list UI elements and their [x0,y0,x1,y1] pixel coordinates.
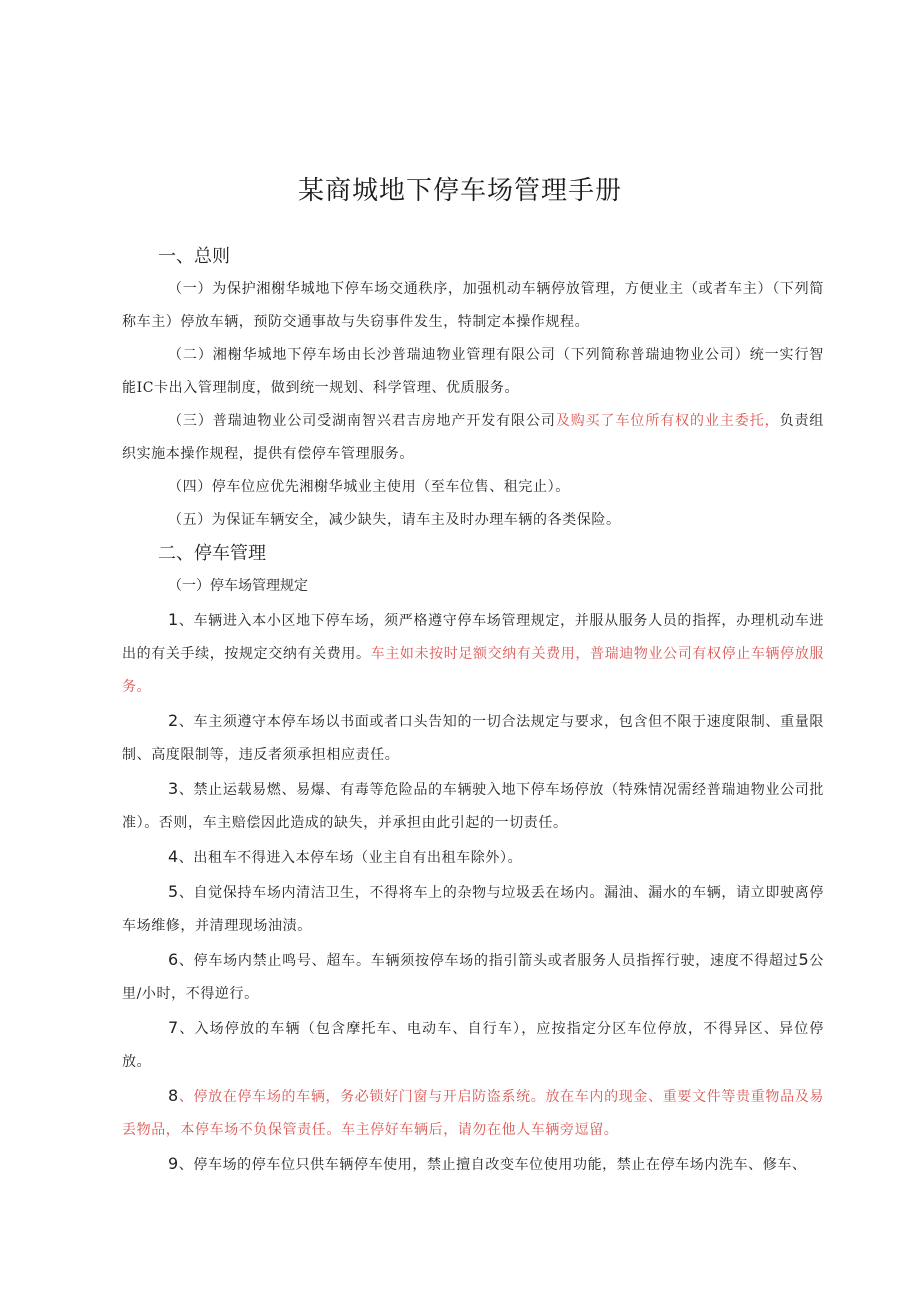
rule-text: 、车辆进入本小区地下停车场，须严格遵守停车场管理规定，并服从服务人员的指挥，办理机动车进出的有关手续，按规定交纳有关费用。 [122,613,824,662]
rule-item-1 [122,603,824,704]
rule-text: 、禁止运载易燃、易爆、有毒等危险品的车辆驶入地下停车场停放（特殊情况需经普瑞迪物业公司批准）。否则，车主赔偿因此造成的缺失，并承担由此引起的一切责任。 [122,782,824,831]
paragraph-3-text-b: 负责组织实施本操作规程，提供有偿停车管理服务。 [122,413,824,462]
rule-text-continued: 公里/小时，不得逆行。 [122,953,824,1002]
rule-number: 7 [168,1018,179,1037]
rule-text: 、入场停放的车辆（包含摩托车、电动车、自行车），应按指定分区车位停放，不得异区、异位停放。 [122,1021,824,1070]
rule-text: 、出租车不得进入本停车场（业主自有出租车除外）。 [178,850,523,866]
document-title: 某商城地下停车场管理手册 [297,176,622,206]
paragraph-3-text-a: （三）普瑞迪物业公司受湖南智兴君吉房地产开发有限公司 [168,413,556,429]
paragraph-5: （五）为保证车辆安全，减少缺失，请车主及时办理车辆的各类保险。 [168,512,621,528]
speed-limit-value: 5 [798,950,810,969]
rule-item-4 [122,840,824,875]
rule-number: 9 [168,1154,179,1173]
rule-number: 1 [168,610,179,629]
rule-item-5 [122,875,824,943]
rule-item-9 [122,1147,824,1182]
rule-item-6 [122,943,824,1011]
rule-item-8 [122,1079,824,1147]
paragraph-3 [122,405,824,471]
rule-item-2 [122,704,824,772]
rule-number: 8 [168,1086,179,1105]
rule-number: 2 [168,711,179,730]
rule-item-7 [122,1011,824,1079]
paragraph-1: （一）为保护湘榭华城地下停车场交通秩序，加强机动车辆停放管理，方便业主（或者车主）（下列简称车主）停放车辆，预防交通事故与失窃事件发生，特制定本操作规程。 [122,281,824,330]
rule-item-3 [122,772,824,840]
rule-text: 、车主须遵守本停车场以书面或者口头告知的一切合法规定与要求，包含但不限于速度限制、重量限制、高度限制等，违反者须承担相应责任。 [122,714,824,763]
rule-number: 4 [168,847,179,866]
rule-text: 、停车场的停车位只供车辆停车使用，禁止擅自改变车位使用功能，禁止在停车场内洗车、修车、 [178,1157,807,1173]
section-heading-parking: 二、停车管理 [158,543,266,564]
rule-highlight: 、停放在停车场的车辆，务必锁好门窗与开启防盗系统。放在车内的现金、重要文件等贵重物品及易丢物品，本停车场不负保管责任。车主停好车辆后，请勿在他人车辆旁逗留。 [122,1089,824,1138]
rule-number: 5 [168,882,179,901]
document-body [122,240,824,1182]
rule-number: 3 [168,779,179,798]
subsection-heading-rules: （一）停车场管理规定 [168,578,308,594]
rule-text: 、自觉保持车场内清洁卫生，不得将车上的杂物与垃圾丢在场内。漏油、漏水的车辆，请立即驶离停车场维修，并清理现场油渍。 [122,885,824,934]
rule-text: 、停车场内禁止鸣号、超车。车辆须按停车场的指引箭头或者服务人员指挥行驶，速度不得超过 [178,953,799,969]
rule-highlight: 车主如未按时足额交纳有关费用，普瑞迪物业公司有权停止车辆停放服务。 [122,646,824,695]
paragraph-2: （二）湘榭华城地下停车场由长沙普瑞迪物业管理有限公司（下列简称普瑞迪物业公司）统一实行智能IC卡出入管理制度，做到统一规划、科学管理、优质服务。 [122,347,824,396]
paragraph-4: （四）停车位应优先湘榭华城业主使用（至车位售、租完止）。 [168,479,570,495]
section-heading-general: 一、总则 [158,246,230,267]
rule-number: 6 [168,950,179,969]
paragraph-3-highlight: 及购买了车位所有权的业主委托， [555,413,780,429]
